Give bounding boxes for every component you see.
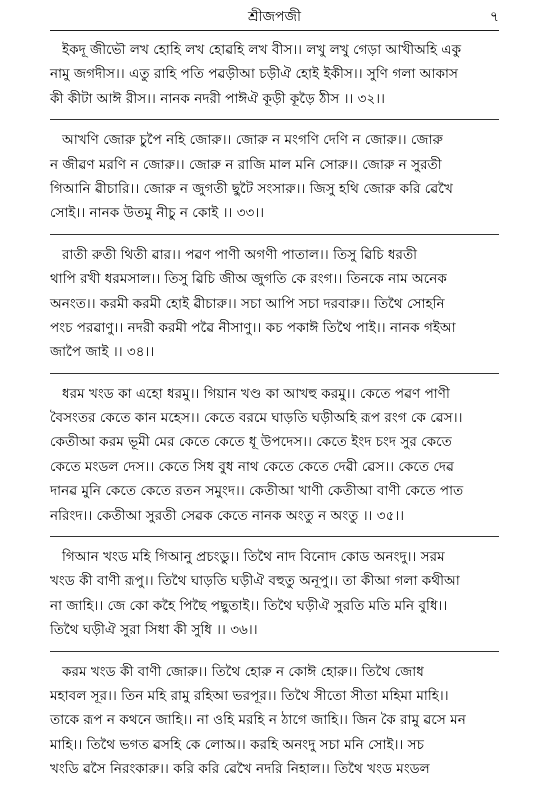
page-number: ৭ — [489, 9, 499, 25]
text-line: নামু জগদীস।। এতু রাহি পতি পৱড়ীআ চড়ীঐ হোই ইকীস।। সুণি গলা আকাস — [50, 66, 458, 83]
text-line: কেতীআ করম ভূমী মের কেতে কেতে ধূ উপদেস।। কেতে ইংদ চংদ সুর কেতে — [50, 434, 452, 451]
text-line: পংচ পরৱাণু।। নদরী করমী পৱৈ নীসাণু।। কচ পকাঈ তিথৈ পাই।। নানক গইআ — [50, 319, 456, 336]
text-line: জাপৈ জাই ।। ৩৪।। — [50, 344, 155, 361]
text-line: দানৱ মুনি কেতে কেতে রতন সমুংদ।। কেতীআ খাণী কেতীআ বাণী কেতে পাত — [50, 483, 464, 500]
text-line: অনংত।। করমী করমী হোই ৱীচারু।। সচা আপি সচা দরবারু।। তিথৈ সোহনি — [50, 295, 445, 312]
text-line: করম খংড কী বাণী জোরু।। তিথৈ হোরু ন কোঈ হোরু।। তিথৈ জোধ — [62, 663, 424, 680]
text-line: ইকদূ জীভৌ লখ হোহি লখ হোৱহি লখ বীস।। লখু লখু গেড়া আখীঅহি একু — [62, 42, 462, 58]
text-line: গিআন খংড মহি গিআনু প্রচংডু।। তিথৈ নাদ বিনোদ কোড অনংদু।। সরম — [62, 549, 445, 566]
stanza-34 — [50, 243, 499, 374]
text-line: বৈসংতর কেতে কান মহেস।। কেতে বরমে ঘাড়তি ঘড়ীঅহি রূপ রংগ কে ৱেস।। — [50, 410, 463, 427]
stanza-36 — [50, 545, 499, 652]
stanza-32 — [50, 38, 499, 120]
stanza-33 — [50, 128, 499, 235]
text-line: মহাবল সূর।। তিন মহি রামু রহিআ ভরপূর।। তিথৈ সীতো সীতা মহিমা মাহি।। — [50, 687, 449, 704]
text-line: আখণি জোরু চুপৈ নহি জোরু।। জোরু ন মংগণি দেণি ন জোরু।। জোরু — [62, 132, 443, 149]
text-line: রাতী রুতী থিতী ৱার।। পৱণ পাণী অগণী পাতাল।। তিসু ৱিচি ধরতী — [62, 246, 418, 263]
text-line: সোই।। নানক উতমু নীচু ন কোই ।। ৩৩।। — [50, 205, 265, 222]
page-header — [50, 4, 499, 31]
text-line: মাহি।। তিথৈ ভগত ৱসহি কে লোঅ।। করহি অনংদু সচা মনি সোই।। সচ — [50, 736, 424, 753]
text-line: নরিংদ।। কেতীআ সুরতী সেৱক কেতে নানক অংতু ন অংতু ।। ৩৫।। — [50, 507, 405, 524]
page-title: শ্রীজপজী — [247, 9, 302, 25]
text-line: না জাহি।। জে কো কহৈ পিছৈ পছুতাই।। তিথৈ ঘড়ীঐ সুরতি মতি মনি বুধি।। — [50, 597, 448, 614]
text-line: খংডি ৱসৈ নিরংকারু।। করি করি ৱেখৈ নদরি নিহাল।। তিথৈ খংড মংডল — [50, 761, 430, 778]
text-line: তাকে রূপ ন কথনে জাহি।। না ওহি মরহি ন ঠাগে জাহি।। জিন কৈ রামু ৱসে মন — [50, 712, 466, 729]
text-line: থাপি রখী ধরমসাল।। তিসু ৱিচি জীঅ জুগতি কে রংগ।। তিনকে নাম অনেক — [50, 271, 447, 288]
stanza-37 — [50, 660, 499, 790]
text-line: খংড কী বাণী রূপু।। তিথৈ ঘাড়তি ঘড়ীঐ বহুতু অনূপু।। তা কীআ গলা কথীআ — [50, 573, 460, 590]
page-body — [50, 38, 499, 798]
text-line: তিথৈ ঘড়ীঐ সুরা সিধা কী সুধি ।। ৩৬।। — [50, 622, 258, 639]
text-line: কী কীটা আঈ রীস।। নানক নদরী পাঈঐ কূড়ী কূড়ৈ ঠীস ।। ৩২।। — [50, 90, 386, 107]
text-line: ধরম খংড কা এহো ধরমু।। গিয়ান খণ্ড কা আখহু করমু।। কেতে পৱণ পাণী — [62, 385, 450, 402]
text-line: ন জীৱণ মরণি ন জোরু।। জোরু ন রাজি মাল মনি সোরু।। জোরু ন সুরতী — [50, 156, 442, 173]
stanza-35 — [50, 382, 499, 537]
text-line: কেতে মংডল দেস।। কেতে সিধ বুধ নাথ কেতে কেতে দেৱী ৱেস।। কেতে দেৱ — [50, 458, 454, 475]
text-line: গিআনি ৱীচারি।। জোরু ন জুগতী ছুটৈ সংসারু।। জিসু হথি জোরু করি ৱেখৈ — [50, 180, 453, 197]
